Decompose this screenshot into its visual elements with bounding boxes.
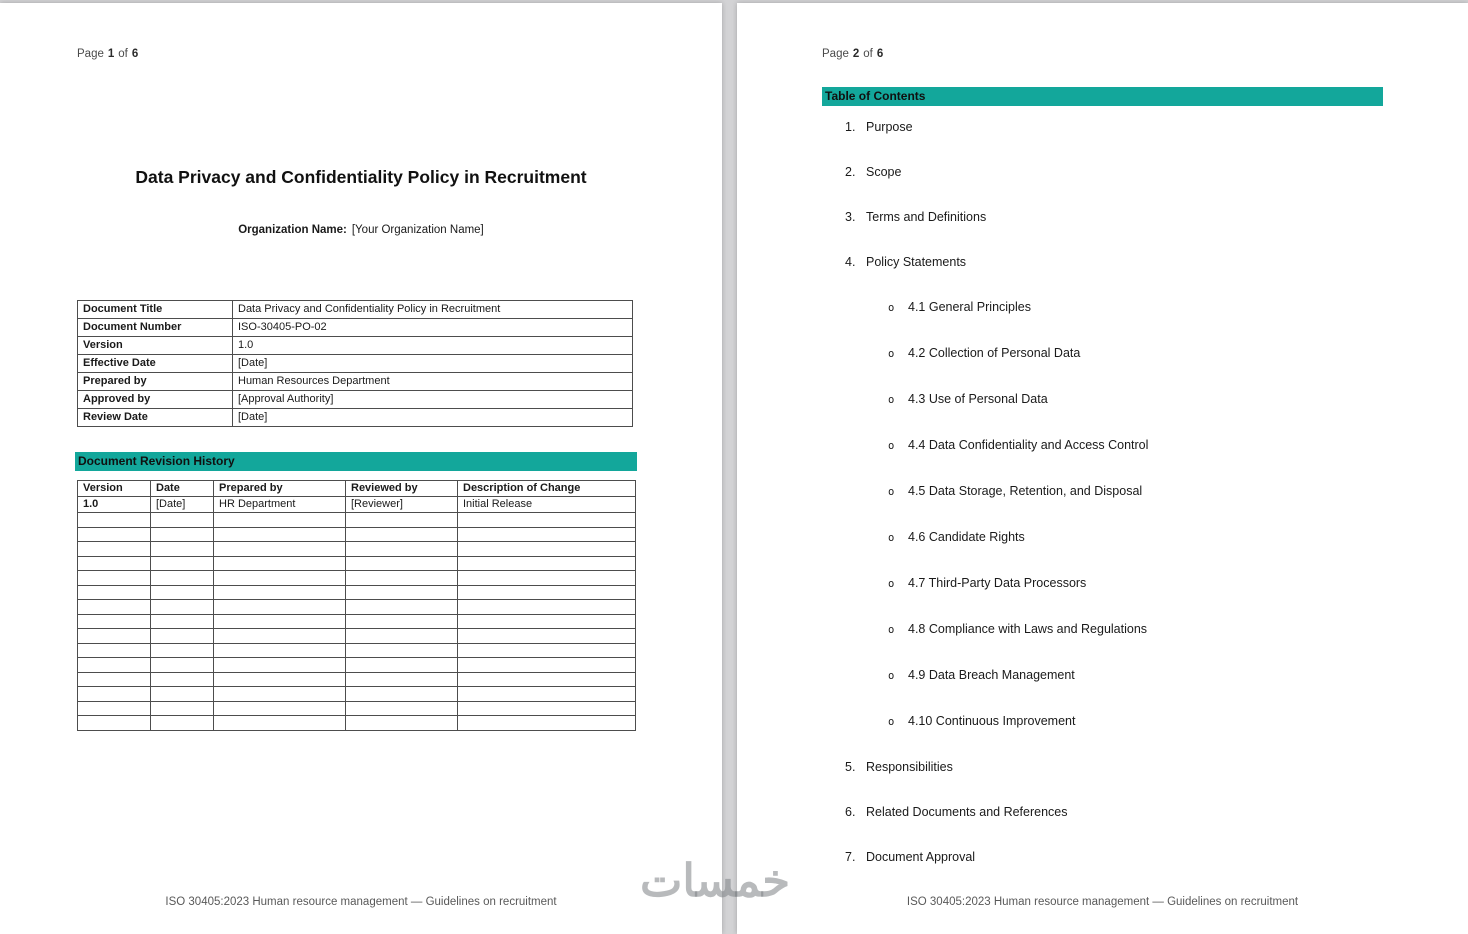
toc-label: Related Documents and References — [866, 805, 1068, 819]
toc-bullet: o — [888, 486, 895, 498]
empty-cell — [346, 556, 458, 571]
empty-cell — [458, 629, 636, 644]
info-label: Effective Date — [78, 355, 233, 373]
empty-cell — [151, 527, 214, 542]
doc-title: Data Privacy and Confidentiality Policy in Recruitment — [135, 167, 587, 187]
empty-cell — [151, 629, 214, 644]
empty-cell — [151, 658, 214, 673]
toc-subitem — [888, 667, 1468, 685]
empty-cell — [151, 513, 214, 528]
organization-line — [0, 224, 722, 237]
table-row-empty — [78, 672, 636, 687]
toc-subitem — [888, 575, 1468, 593]
info-value: [Date] — [233, 409, 633, 427]
empty-cell — [458, 571, 636, 586]
table-row-empty — [78, 614, 636, 629]
watermark: خمسات — [639, 855, 791, 906]
info-value: [Date] — [233, 355, 633, 373]
toc-subitem — [888, 483, 1468, 501]
empty-cell — [78, 585, 151, 600]
revision-cell: HR Department — [214, 497, 346, 513]
page-number: 2 — [852, 48, 860, 60]
column-header: Date — [151, 481, 214, 497]
empty-cell — [458, 542, 636, 557]
empty-cell — [214, 658, 346, 673]
toc-label: Purpose — [866, 120, 913, 134]
document-info-table — [77, 300, 633, 427]
empty-cell — [214, 716, 346, 731]
empty-cell — [458, 643, 636, 658]
empty-cell — [151, 556, 214, 571]
empty-cell — [214, 542, 346, 557]
table-row-empty — [78, 527, 636, 542]
table-row — [78, 337, 633, 355]
page-indicator — [77, 48, 722, 61]
table-row — [78, 497, 636, 513]
toc-number: 4. — [845, 255, 856, 269]
page-indicator — [822, 48, 1468, 61]
toc-list — [845, 119, 1468, 866]
empty-cell — [458, 556, 636, 571]
toc-bullet: o — [888, 624, 895, 636]
toc-subitem — [888, 621, 1468, 639]
footer-text: ISO 30405:2023 Human resource management — Guidelines on recruitment — [165, 896, 557, 908]
empty-cell — [151, 716, 214, 731]
revision-cell: [Reviewer] — [346, 497, 458, 513]
empty-cell — [78, 513, 151, 528]
empty-cell — [346, 701, 458, 716]
empty-cell — [346, 542, 458, 557]
table-row-empty — [78, 600, 636, 615]
empty-cell — [78, 614, 151, 629]
empty-cell — [346, 643, 458, 658]
toc-subitem — [888, 299, 1468, 317]
toc-bullet: o — [888, 348, 895, 360]
table-row-empty — [78, 687, 636, 702]
empty-cell — [78, 643, 151, 658]
table-row-empty — [78, 513, 636, 528]
toc-bullet: o — [888, 302, 895, 314]
footer-text: ISO 30405:2023 Human resource management — Guidelines on recruitment — [906, 896, 1299, 908]
toc-label: 4.2 Collection of Personal Data — [908, 346, 1081, 360]
revision-table-body — [78, 481, 636, 731]
empty-cell — [346, 629, 458, 644]
page-indicator-of: of — [118, 48, 128, 60]
empty-cell — [346, 687, 458, 702]
empty-cell — [346, 513, 458, 528]
table-row-empty — [78, 716, 636, 731]
empty-cell — [78, 600, 151, 615]
empty-cell — [458, 658, 636, 673]
toc-item — [845, 209, 1468, 226]
column-header: Version — [78, 481, 151, 497]
info-value: 1.0 — [233, 337, 633, 355]
toc-subitem — [888, 437, 1468, 455]
column-header: Description of Change — [458, 481, 636, 497]
toc-number: 6. — [845, 805, 856, 819]
table-row-empty — [78, 629, 636, 644]
toc-subitem — [888, 345, 1468, 363]
empty-cell — [214, 527, 346, 542]
toc-subitem — [888, 391, 1468, 409]
info-label: Version — [78, 337, 233, 355]
empty-cell — [458, 716, 636, 731]
empty-cell — [78, 542, 151, 557]
revision-cell: [Date] — [151, 497, 214, 513]
empty-cell — [346, 614, 458, 629]
empty-cell — [78, 716, 151, 731]
empty-cell — [346, 716, 458, 731]
empty-cell — [151, 571, 214, 586]
empty-cell — [214, 571, 346, 586]
revision-cell: Initial Release — [458, 497, 636, 513]
column-header: Reviewed by — [346, 481, 458, 497]
empty-cell — [458, 614, 636, 629]
toc-label: 4.8 Compliance with Laws and Regulations — [908, 622, 1148, 636]
empty-cell — [458, 585, 636, 600]
toc-number: 1. — [845, 120, 856, 134]
revision-cell: 1.0 — [78, 497, 151, 513]
toc-number: 2. — [845, 165, 856, 179]
revision-history-table — [77, 480, 636, 731]
table-header-row — [78, 481, 636, 497]
revision-history-heading: Document Revision History — [75, 452, 637, 471]
column-header: Prepared by — [214, 481, 346, 497]
toc-item — [845, 759, 1468, 776]
empty-cell — [78, 556, 151, 571]
empty-cell — [346, 527, 458, 542]
info-label: Prepared by — [78, 373, 233, 391]
empty-cell — [151, 687, 214, 702]
empty-cell — [214, 614, 346, 629]
toc-subitem — [888, 529, 1468, 547]
toc-number: 3. — [845, 210, 856, 224]
table-row — [78, 301, 633, 319]
table-row-empty — [78, 701, 636, 716]
page-2[interactable] — [737, 3, 1468, 934]
toc-subitem — [888, 713, 1468, 731]
page-1[interactable] — [0, 3, 722, 934]
info-label: Approved by — [78, 391, 233, 409]
toc-label: 4.3 Use of Personal Data — [908, 392, 1048, 406]
page-total: 6 — [131, 48, 139, 60]
info-value: [Approval Authority] — [233, 391, 633, 409]
empty-cell — [78, 527, 151, 542]
table-row-empty — [78, 585, 636, 600]
empty-cell — [78, 672, 151, 687]
empty-cell — [151, 585, 214, 600]
toc-bullet: o — [888, 532, 895, 544]
organization-value: [Your Organization Name] — [351, 224, 484, 236]
empty-cell — [214, 600, 346, 615]
toc-label: 4.4 Data Confidentiality and Access Control — [908, 438, 1149, 452]
table-row — [78, 409, 633, 427]
empty-cell — [78, 687, 151, 702]
toc-bullet: o — [888, 716, 895, 728]
info-value: Human Resources Department — [233, 373, 633, 391]
empty-cell — [346, 571, 458, 586]
table-row-empty — [78, 542, 636, 557]
info-label: Document Title — [78, 301, 233, 319]
toc-label: Policy Statements — [866, 255, 967, 269]
empty-cell — [458, 600, 636, 615]
empty-cell — [78, 571, 151, 586]
toc-item — [845, 119, 1468, 136]
toc-item — [845, 804, 1468, 821]
empty-cell — [346, 585, 458, 600]
empty-cell — [151, 600, 214, 615]
empty-cell — [214, 701, 346, 716]
table-row — [78, 355, 633, 373]
info-value: ISO-30405-PO-02 — [233, 319, 633, 337]
empty-cell — [78, 658, 151, 673]
empty-cell — [346, 600, 458, 615]
toc-item — [845, 254, 1468, 271]
empty-cell — [151, 643, 214, 658]
info-label: Review Date — [78, 409, 233, 427]
toc-number: 7. — [845, 850, 856, 864]
empty-cell — [151, 542, 214, 557]
empty-cell — [151, 672, 214, 687]
organization-label: Organization Name: — [238, 224, 347, 236]
empty-cell — [151, 701, 214, 716]
page-indicator-prefix: Page — [77, 48, 104, 60]
empty-cell — [458, 513, 636, 528]
empty-cell — [151, 614, 214, 629]
page-indicator-prefix: Page — [822, 48, 849, 60]
page-indicator-of: of — [863, 48, 873, 60]
toc-number: 5. — [845, 760, 856, 774]
toc-item — [845, 849, 1468, 866]
toc-item — [845, 164, 1468, 181]
table-row — [78, 319, 633, 337]
toc-label: 4.10 Continuous Improvement — [908, 714, 1076, 728]
empty-cell — [78, 701, 151, 716]
empty-cell — [214, 629, 346, 644]
empty-cell — [214, 513, 346, 528]
empty-cell — [346, 658, 458, 673]
info-value: Data Privacy and Confidentiality Policy in Recruitment — [233, 301, 633, 319]
empty-cell — [214, 556, 346, 571]
toc-bullet: o — [888, 394, 895, 406]
toc-label: Terms and Definitions — [866, 210, 987, 224]
page-number: 1 — [107, 48, 115, 60]
empty-cell — [214, 672, 346, 687]
toc-label: 4.9 Data Breach Management — [908, 668, 1075, 682]
toc-label: Responsibilities — [866, 760, 953, 774]
toc-label: Scope — [866, 165, 902, 179]
page-total: 6 — [876, 48, 884, 60]
toc-heading: Table of Contents — [822, 87, 1383, 106]
empty-cell — [458, 687, 636, 702]
empty-cell — [458, 701, 636, 716]
table-row-empty — [78, 643, 636, 658]
toc-bullet: o — [888, 440, 895, 452]
toc-label: Document Approval — [866, 850, 976, 864]
empty-cell — [214, 687, 346, 702]
table-row — [78, 373, 633, 391]
empty-cell — [346, 672, 458, 687]
table-row-empty — [78, 571, 636, 586]
toc-bullet: o — [888, 670, 895, 682]
toc-label: 4.1 General Principles — [908, 300, 1031, 314]
empty-cell — [214, 585, 346, 600]
empty-cell — [458, 672, 636, 687]
table-row-empty — [78, 658, 636, 673]
info-label: Document Number — [78, 319, 233, 337]
empty-cell — [78, 629, 151, 644]
toc-label: 4.7 Third-Party Data Processors — [908, 576, 1087, 590]
empty-cell — [458, 527, 636, 542]
toc-label: 4.5 Data Storage, Retention, and Disposal — [908, 484, 1143, 498]
table-row-empty — [78, 556, 636, 571]
empty-cell — [214, 643, 346, 658]
table-row — [78, 391, 633, 409]
toc-label: 4.6 Candidate Rights — [908, 530, 1025, 544]
toc-bullet: o — [888, 578, 895, 590]
